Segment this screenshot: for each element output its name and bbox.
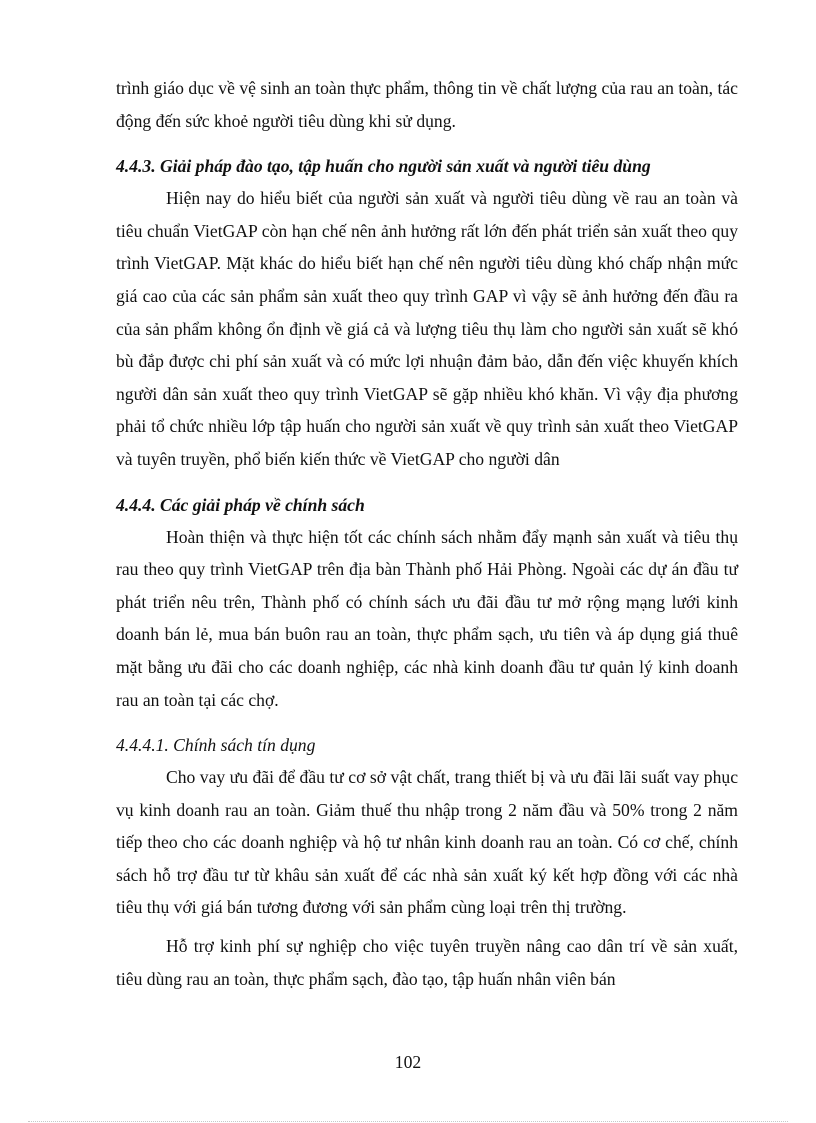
paragraph-4-4-4-1-a: Cho vay ưu đãi để đầu tư cơ sở vật chất, trang thiết bị và ưu đãi lãi suất vay phục vụ kinh doanh rau an toàn. Giảm thuế thu nhập trong 2 năm đầu và 50% trong 2 năm tiếp theo cho các doanh nghiệp và hộ tư nhân kinh doanh rau an toàn. Có cơ chế, chính sách hỗ trợ đầu tư từ khâu sản xuất để các nhà sản xuất ký kết hợp đồng với các nhà tiêu thụ với giá bán tương đương với sản phẩm cùng loại trên thị trường. bbox=[116, 767, 738, 918]
page-body bbox=[116, 72, 738, 995]
paragraph-4-4-4: Hoàn thiện và thực hiện tốt các chính sách nhằm đẩy mạnh sản xuất và tiêu thụ rau theo quy trình VietGAP trên địa bàn Thành phố Hải Phòng. Ngoài các dự án đầu tư phát triển nêu trên, Thành phố có chính sách ưu đãi đầu tư mở rộng mạng lưới kinh doanh bán lẻ, mua bán buôn rau an toàn, thực phẩm sạch, ưu tiên và áp dụng giá thuê mặt bằng ưu đãi cho các doanh nghiệp, các nhà kinh doanh đầu tư quản lý kinh doanh rau an toàn tại các chợ. bbox=[116, 526, 738, 710]
subsection-heading-4-4-4-1: 4.4.4.1. Chính sách tín dụng bbox=[116, 735, 316, 756]
paragraph-4-4-3: Hiện nay do hiểu biết của người sản xuất và người tiêu dùng về rau an toàn và tiêu chuẩn VietGAP còn hạn chế nên ảnh hưởng rất lớn đến phát triển sản xuất theo quy trình VietGAP. Mặt khác do hiểu biết hạn chế nên người tiêu dùng khó chấp nhận mức giá cao của các sản phẩm sản xuất theo quy trình GAP vì vậy sẽ ảnh hưởng đến đầu ra của sản phẩm không ổn định về giá cả và lượng tiêu thụ làm cho người sản xuất sẽ khó bù đắp được chi phí sản xuất và có mức lợi nhuận đảm bảo, dẫn đến việc khuyến khích người dân sản xuất theo quy trình VietGAP sẽ gặp nhiều khó khăn. Vì vậy địa phương phải tổ chức nhiều lớp tập huấn cho người sản xuất về quy trình sản xuất theo VietGAP và tuyên truyền, phổ biến kiến thức về VietGAP cho người dân bbox=[116, 188, 738, 469]
paragraph-4-4-4-1-b: Hỗ trợ kinh phí sự nghiệp cho việc tuyên truyền nâng cao dân trí về sản xuất, tiêu dùng rau an toàn, thực phẩm sạch, đào tạo, tập huấn nhân viên bán bbox=[116, 936, 738, 989]
page-bottom-divider bbox=[28, 1121, 788, 1122]
page-number: 102 bbox=[394, 1052, 422, 1072]
section-heading-4-4-4: 4.4.4. Các giải pháp về chính sách bbox=[116, 494, 365, 515]
section-heading-4-4-3: 4.4.3. Giải pháp đào tạo, tập huấn cho người sản xuất và người tiêu dùng bbox=[116, 156, 651, 177]
paragraph-intro: trình giáo dục về vệ sinh an toàn thực phẩm, thông tin về chất lượng của rau an toàn, tác động đến sức khoẻ người tiêu dùng khi sử dụng. bbox=[116, 78, 738, 131]
